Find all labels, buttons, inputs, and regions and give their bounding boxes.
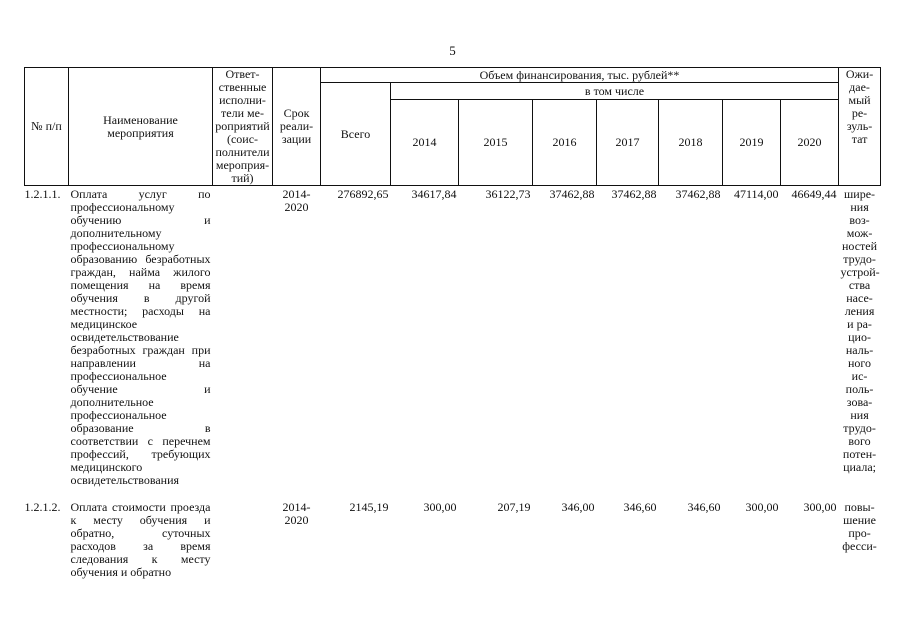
- row-result: шире- ния воз- мож- ностей трудо- устрой- ства насе- ления и ра- цио- наль- ного ис- поль- зова- ния трудо- вого потен- циала;: [840, 187, 880, 474]
- row-number: 1.2.1.1.: [24, 187, 61, 201]
- header-total: Всего: [321, 83, 391, 186]
- row-result: повы- шение про- фесси-: [842, 500, 877, 553]
- header-year-2017: 2017: [597, 100, 659, 186]
- row-period: 2014- 2020: [282, 187, 311, 214]
- row-total: 276892,65: [337, 187, 389, 201]
- header-number: № п/п: [25, 68, 69, 186]
- header-year-2016: 2016: [533, 100, 597, 186]
- row-value-2019: 300,00: [745, 500, 779, 514]
- row-value-2020: 300,00: [803, 500, 837, 514]
- row-period: 2014- 2020: [282, 500, 311, 527]
- row-responsible: [213, 501, 273, 595]
- row-name: Оплата стоимости проезда к месту обучения и обратно, суточных расходов за время следования к месту обучения и обратно: [70, 500, 211, 579]
- row-value-2019: 47114,00: [733, 187, 779, 201]
- row-value-2017: 37462,88: [611, 187, 657, 201]
- row-number: 1.2.1.2.: [24, 500, 61, 514]
- header-year-2014: 2014: [391, 100, 459, 186]
- header-result: Ожи- дае- мый ре- зуль- тат: [839, 68, 881, 186]
- row-value-2016: 346,00: [561, 500, 595, 514]
- header-responsible: Ответ- ственные исполни- тели ме- роприятий (соис- полнители мероприя- тий): [213, 68, 273, 186]
- header-name: Наименование мероприятия: [69, 68, 213, 186]
- table-row: [25, 186, 881, 502]
- header-year-2015: 2015: [459, 100, 533, 186]
- header-financing: Объем финансирования, тыс. рублей**: [321, 68, 839, 83]
- row-value-2018: 346,60: [687, 500, 721, 514]
- header-year-2018: 2018: [659, 100, 723, 186]
- header-year-2020: 2020: [781, 100, 839, 186]
- header-year-2019: 2019: [723, 100, 781, 186]
- page-number: 5: [449, 43, 456, 58]
- row-value-2015: 36122,73: [485, 187, 531, 201]
- row-value-2016: 37462,88: [549, 187, 595, 201]
- header-including: в том числе: [391, 83, 839, 100]
- financing-table: [24, 67, 881, 595]
- row-responsible: [213, 186, 273, 502]
- row-value-2014: 300,00: [423, 500, 457, 514]
- header-period: Срок реали- зации: [273, 68, 321, 186]
- row-total: 2145,19: [349, 500, 389, 514]
- row-value-2017: 346,60: [623, 500, 657, 514]
- row-value-2014: 34617,84: [411, 187, 457, 201]
- row-name: Оплата услуг по профессиональному обучению и дополнительному профессиональному образованию безработных граждан, найма жилого помещения на время обучения в другой местности; расходы на медицинское освидетельствование безработных граждан при направлении на профессиональное обучение и дополнительное профессиональное образование в соответствии с перечнем профессий, требующих медицинского освидетельствования: [70, 187, 211, 487]
- row-value-2015: 207,19: [497, 500, 531, 514]
- row-value-2020: 46649,44: [791, 187, 837, 201]
- row-value-2018: 37462,88: [675, 187, 721, 201]
- table-row: [25, 501, 881, 595]
